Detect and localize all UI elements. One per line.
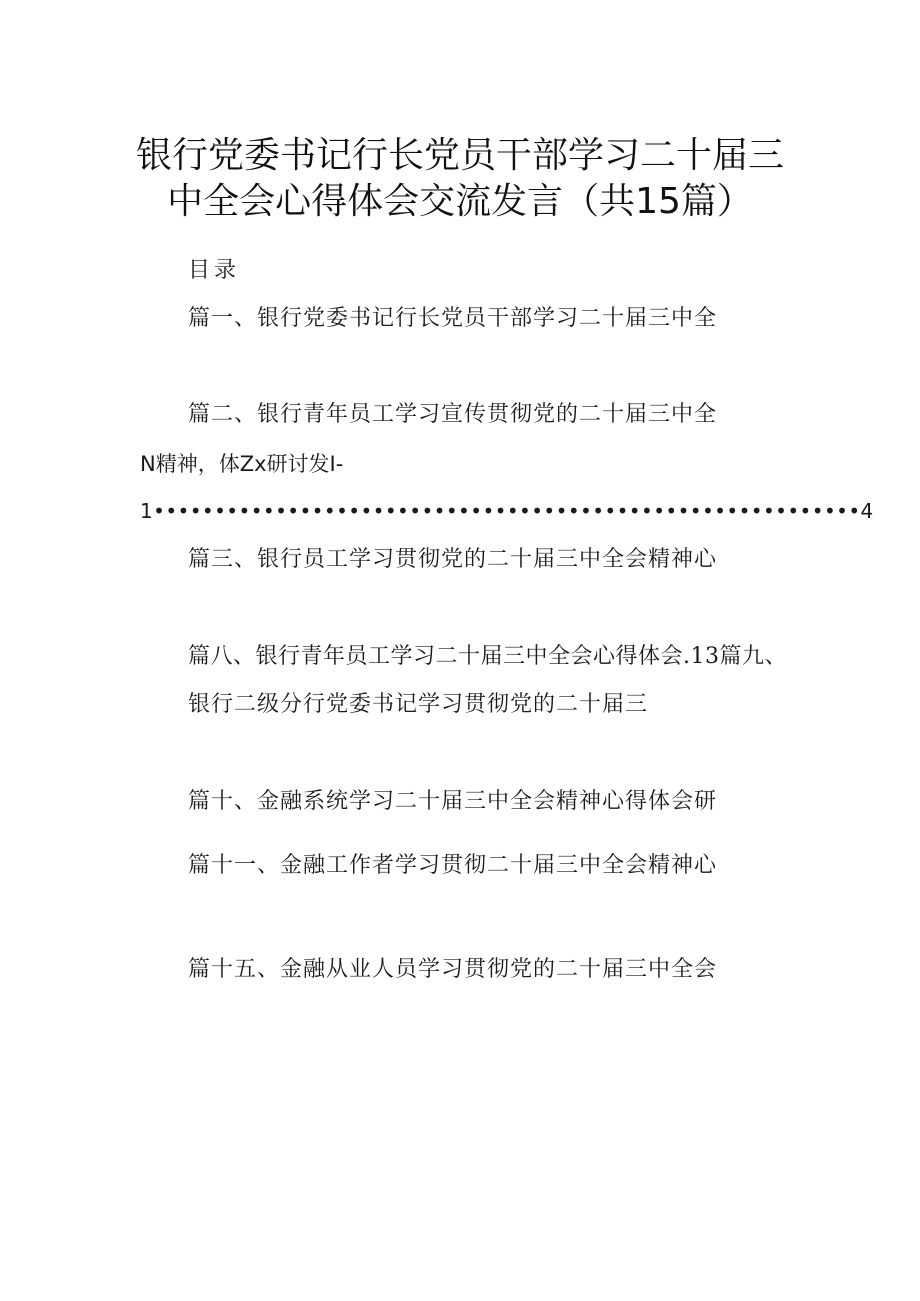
toc-entry: 篇十、金融系统学习二十届三中全会精神心得体会研 bbox=[188, 789, 718, 814]
toc-entry: 篇二、银行青年员工学习宣传贯彻党的二十届三中全 bbox=[188, 402, 718, 427]
toc-entry-continuation: N精神，体Zx研讨发I- bbox=[140, 452, 344, 476]
toc-entry-continuation: 银行二级分行党委书记学习贯彻党的二十届三 bbox=[188, 692, 649, 717]
document-title-line-1: 银行党委书记行长党员干部学习二十届三 bbox=[135, 135, 784, 176]
document-title-line-2: 中全会心得体会交流发言（共15篇） bbox=[167, 181, 753, 222]
toc-entry: 篇一、银行党委书记行长党员干部学习二十届三中全 bbox=[188, 306, 718, 331]
toc-entry: 篇十五、金融从业人员学习贯彻党的二十届三中全会 bbox=[188, 957, 718, 982]
toc-heading: 目录 bbox=[188, 258, 241, 283]
toc-entry: 篇八、银行青年员工学习二十届三中全会心得体会.13篇九、 bbox=[188, 644, 787, 669]
toc-entry: 篇三、银行员工学习贯彻党的二十届三中全会精神心 bbox=[188, 547, 718, 572]
toc-entry: 篇十一、金融工作者学习贯彻二十届三中全会精神心 bbox=[188, 853, 718, 878]
toc-leader-dots: 1••••••••••••••••••••••••••••••••••••••••••••••••••••••••••4 bbox=[140, 499, 874, 523]
